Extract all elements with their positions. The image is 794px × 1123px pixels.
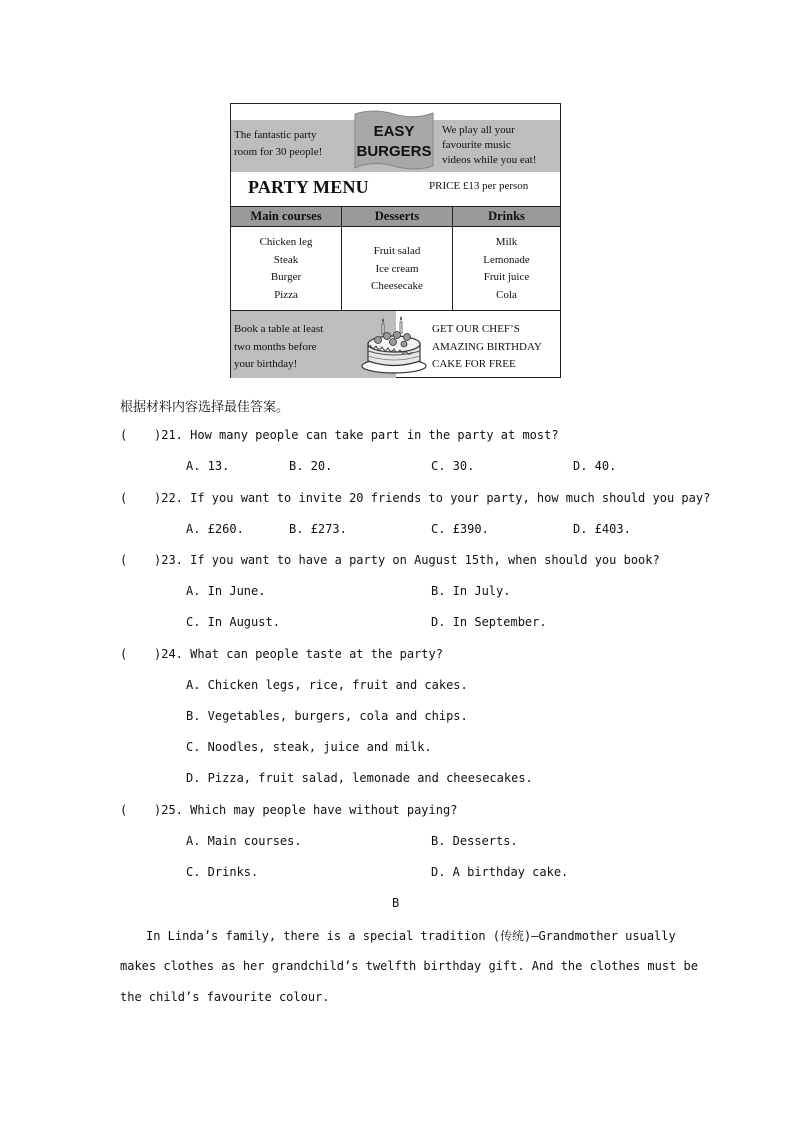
room-capacity-line: room for 30 people! xyxy=(234,146,323,158)
passage-line: In Linda’s family, there is a special tradition (传统)—Grandmother usually xyxy=(146,929,676,943)
menu-item: Cola xyxy=(496,288,517,301)
column-header: Drinks xyxy=(453,206,560,227)
booking-note-line: Book a table at least xyxy=(234,323,324,335)
question-21-paren: ( xyxy=(120,428,128,442)
party-menu-title: PARTY MENU xyxy=(248,177,369,197)
option-24-a: A. Chicken legs, rice, fruit and cakes. xyxy=(186,678,468,692)
option-21-c: C. 30. xyxy=(431,459,475,473)
option-23-d: D. In September. xyxy=(431,615,547,629)
option-22-d: D. £403. xyxy=(573,522,631,536)
music-note-line: We play all your xyxy=(442,124,515,136)
menu-item: Fruit salad xyxy=(373,245,421,257)
menu-item: Ice cream xyxy=(375,262,419,275)
menu-item: Burger xyxy=(270,271,302,283)
option-23-a: A. In June. xyxy=(186,584,266,598)
free-cake-line: AMAZING BIRTHDAY xyxy=(432,340,542,353)
main-courses-column xyxy=(231,206,342,310)
logo-word-burgers: BURGERS xyxy=(356,143,432,160)
question-22-paren: ( xyxy=(120,491,128,505)
option-25-b: B. Desserts. xyxy=(431,834,518,848)
option-25-d: D. A birthday cake. xyxy=(431,865,569,879)
room-capacity-line: The fantastic party xyxy=(234,129,317,141)
question-23-stem: )23. If you want to have a party on August 15th, when should you book? xyxy=(154,553,660,567)
booking-note-line: your birthday! xyxy=(234,358,298,370)
option-25-a: A. Main courses. xyxy=(186,834,302,848)
menu-item: Steak xyxy=(273,253,299,266)
question-23-paren: ( xyxy=(120,553,128,567)
menu-item: Pizza xyxy=(274,288,298,301)
room-capacity-note xyxy=(234,127,322,161)
column-header: Main courses xyxy=(231,206,341,227)
option-23-b: B. In July. xyxy=(431,584,511,598)
option-23-c: C. In August. xyxy=(186,615,280,629)
option-21-d: D. 40. xyxy=(573,459,617,473)
question-24-stem: )24. What can people taste at the party? xyxy=(154,647,443,661)
price-per-person: PRICE £13 per person xyxy=(429,180,529,192)
menu-table xyxy=(231,206,560,310)
instruction: 根据材料内容选择最佳答案。 xyxy=(120,400,290,415)
option-22-a: A. £260. xyxy=(186,522,244,536)
question-25-stem: )25. Which may people have without paying? xyxy=(154,803,458,817)
booking-note xyxy=(234,321,323,374)
option-25-c: C. Drinks. xyxy=(186,865,259,879)
party-menu-card xyxy=(230,103,561,378)
question-24-paren: ( xyxy=(120,647,128,661)
music-note-line: favourite music xyxy=(442,139,511,151)
drinks-column xyxy=(453,206,560,310)
option-24-d: D. Pizza, fruit salad, lemonade and cheesecakes. xyxy=(186,771,533,785)
option-22-c: C. £390. xyxy=(431,522,489,536)
menu-bottom-section xyxy=(231,310,560,378)
logo-word-easy: EASY xyxy=(373,123,415,140)
section-b-label: B xyxy=(392,896,400,910)
free-cake-note xyxy=(432,321,542,374)
option-24-b: B. Vegetables, burgers, cola and chips. xyxy=(186,709,468,723)
column-header: Desserts xyxy=(342,206,452,227)
birthday-cake-icon xyxy=(360,314,428,381)
question-21-stem: )21. How many people can take part in the party at most? xyxy=(154,428,559,442)
option-21-a: A. 13. xyxy=(186,459,230,473)
music-note-line: videos while you eat! xyxy=(442,154,537,166)
menu-item: Milk xyxy=(495,236,518,248)
music-videos-note xyxy=(442,123,536,168)
easy-burgers-logo xyxy=(349,108,439,174)
free-cake-line: GET OUR CHEF’S xyxy=(432,323,520,335)
desserts-column xyxy=(342,206,453,310)
menu-item: Lemonade xyxy=(483,253,530,266)
option-21-b: B. 20. xyxy=(289,459,333,473)
menu-item: Chicken leg xyxy=(259,236,313,248)
booking-note-line: two months before xyxy=(234,340,317,353)
passage-line: the child’s favourite colour. xyxy=(120,990,330,1004)
free-cake-line: CAKE FOR FREE xyxy=(432,358,516,370)
menu-item: Cheesecake xyxy=(371,280,423,292)
option-22-b: B. £273. xyxy=(289,522,347,536)
menu-item: Fruit juice xyxy=(483,271,530,283)
question-22-stem: )22. If you want to invite 20 friends to your party, how much should you pay? xyxy=(154,491,711,505)
passage-line: makes clothes as her grandchild’s twelfth birthday gift. And the clothes must be xyxy=(120,959,698,973)
option-24-c: C. Noodles, steak, juice and milk. xyxy=(186,740,432,754)
question-25-paren: ( xyxy=(120,803,128,817)
